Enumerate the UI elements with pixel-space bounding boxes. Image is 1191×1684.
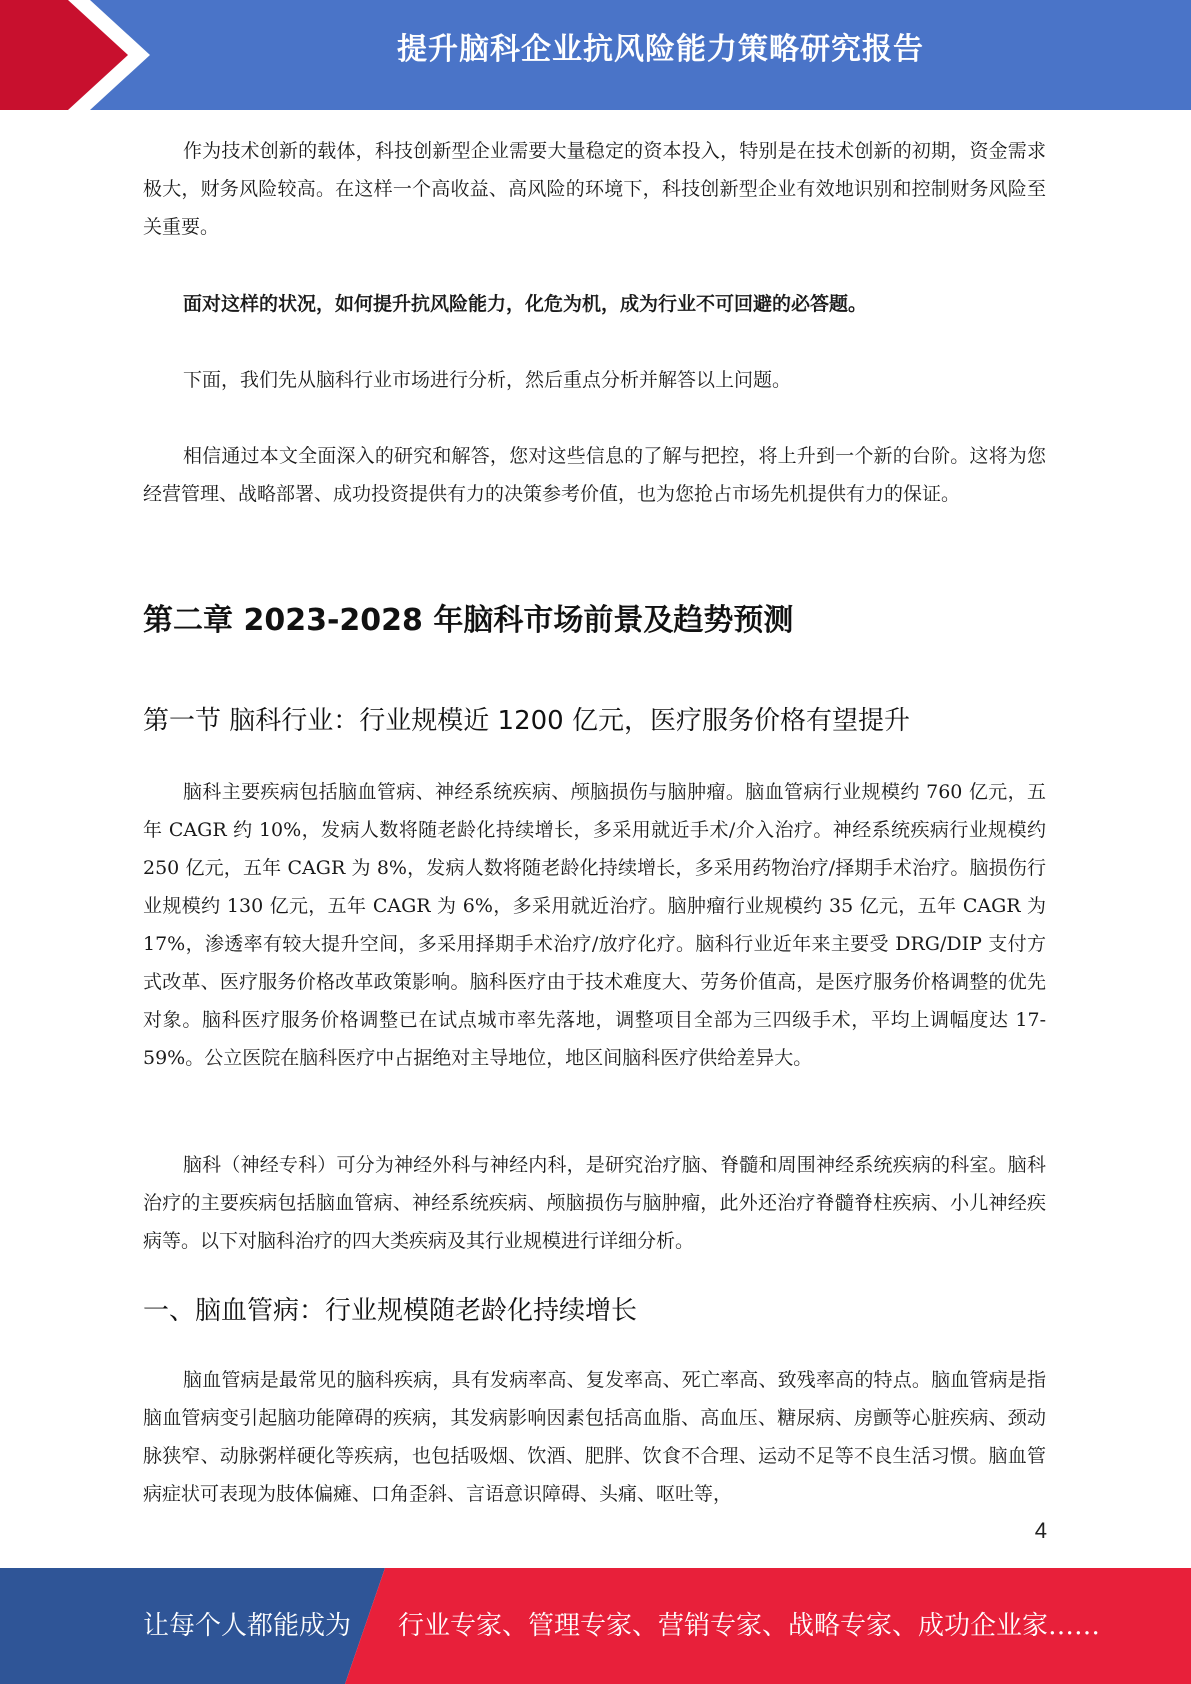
intro-paragraph-4: 相信通过本文全面深入的研究和解答，您对这些信息的了解与把控，将上升到一个新的台阶。这将为您经营管理、战略部署、成功投资提供有力的决策参考价值，也为您抢占市场先机提供有力的保证。 [143, 445, 1046, 505]
page-number: 4 [1034, 1518, 1047, 1543]
footer-slogan-left: 让每个人都能成为 [143, 1611, 352, 1641]
subsection-heading: 一、脑血管病：行业规模随老龄化持续增长 [143, 1296, 638, 1326]
section-paragraph-2: 脑科（神经专科）可分为神经外科与神经内科，是研究治疗脑、脊髓和周围神经系统疾病的科室。脑科治疗的主要疾病包括脑血管病、神经系统疾病、颅脑损伤与脑肿瘤，此外还治疗脊髓脊柱疾病、小儿神经疾病等。以下对脑科治疗的四大类疾病及其行业规模进行详细分析。 [143, 1154, 1046, 1252]
section-paragraph-1: 脑科主要疾病包括脑血管病、神经系统疾病、颅脑损伤与脑肿瘤。脑血管病行业规模约 760 亿元，五年 CAGR 约 10%，发病人数将随老龄化持续增长，多采用就近手术/介入治疗。神经系统疾病行业规模约 250 亿元，五年 CAGR 为 8%，发病人数将随老龄化持续增长，多采用药物治疗/择期手术治疗。脑损伤行业规模约 130 亿元，五年 CAGR 为 6%，多采用就近治疗。脑肿瘤行业规模约 35 亿元，五年 CAGR 为 17%，渗透率有较大提升空间，多采用择期手术治疗/放疗化疗。脑科行业近年来主要受 DRG/DIP 支付方式改革、医疗服务价格改革政策影响。脑科医疗由于技术难度大、劳务价值高，是医疗服务价格调整的优先对象。脑科医疗服务价格调整已在试点城市率先落地，调整项目全部为三四级手术，平均上调幅度达 17-59%。公立医院在脑科医疗中占据绝对主导地位，地区间脑科医疗供给差异大。 [143, 781, 1046, 1069]
chapter-heading: 第二章 2023-2028 年脑科市场前景及趋势预测 [143, 603, 794, 638]
intro-paragraph-3: 下面，我们先从脑科行业市场进行分析，然后重点分析并解答以上问题。 [183, 369, 792, 391]
page-footer [0, 1568, 1191, 1684]
page-header [0, 0, 1191, 110]
section-heading: 第一节 脑科行业：行业规模近 1200 亿元，医疗服务价格有望提升 [143, 706, 910, 736]
footer-slogan-right: 行业专家、管理专家、营销专家、战略专家、成功企业家…… [398, 1611, 1101, 1641]
report-title: 提升脑科企业抗风险能力策略研究报告 [397, 32, 924, 67]
intro-paragraph-bold: 面对这样的状况，如何提升抗风险能力，化危为机，成为行业不可回避的必答题。 [183, 293, 868, 315]
intro-paragraph-1: 作为技术创新的载体，科技创新型企业需要大量稳定的资本投入，特别是在技术创新的初期，资金需求极大，财务风险较高。在这样一个高收益、高风险的环境下，科技创新型企业有效地识别和控制财务风险至关重要。 [143, 140, 1046, 238]
subsection-paragraph-1: 脑血管病是最常见的脑科疾病，具有发病率高、复发率高、死亡率高、致残率高的特点。脑血管病是指脑血管病变引起脑功能障碍的疾病，其发病影响因素包括高血脂、高血压、糖尿病、房颤等心脏疾病、颈动脉狭窄、动脉粥样硬化等疾病，也包括吸烟、饮酒、肥胖、饮食不合理、运动不足等不良生活习惯。脑血管病症状可表现为肢体偏瘫、口角歪斜、言语意识障碍、头痛、呕吐等， [143, 1369, 1046, 1505]
